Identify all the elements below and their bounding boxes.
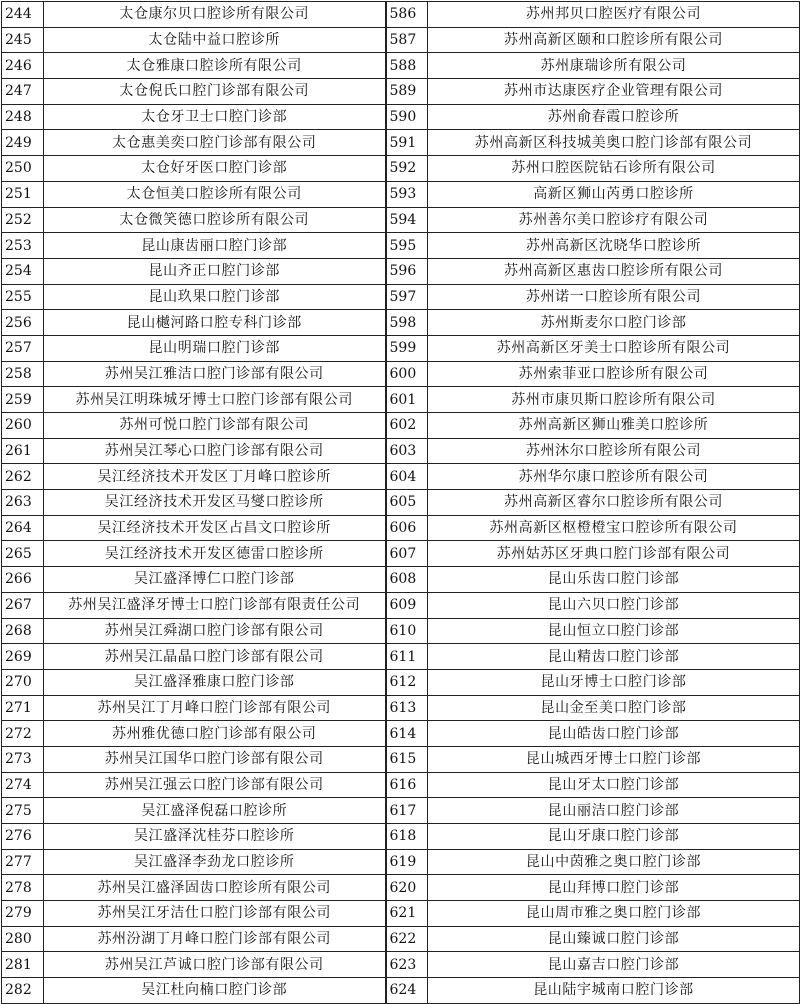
left-index-cell: 252 [2,207,44,233]
left-clinic-name-cell: 吴江经济技术开发区德雷口腔诊所 [44,541,386,567]
right-index-cell: 587 [386,27,428,53]
left-index-cell: 246 [2,53,44,79]
right-clinic-name-cell: 高新区狮山芮勇口腔诊所 [428,181,800,207]
left-clinic-name-cell: 苏州吴江强云口腔门诊部有限公司 [44,772,386,798]
left-index-cell: 245 [2,27,44,53]
right-clinic-name-cell: 苏州口腔医院钻石诊所有限公司 [428,156,800,182]
right-index-cell: 607 [386,541,428,567]
left-clinic-name-cell: 太仓好牙医口腔门诊部 [44,156,386,182]
left-clinic-name-cell: 苏州雅优德口腔门诊部有限公司 [44,721,386,747]
right-index-cell: 594 [386,207,428,233]
left-index-cell: 259 [2,387,44,413]
table-row [2,284,800,310]
table-row [2,258,800,284]
right-index-cell: 596 [386,258,428,284]
table-row [2,926,800,952]
right-clinic-name-cell: 苏州俞春霞口腔诊所 [428,104,800,130]
right-clinic-name-cell: 苏州善尔美口腔诊疗有限公司 [428,207,800,233]
table-row [2,798,800,824]
right-clinic-name-cell: 昆山周市雅之奥口腔门诊部 [428,901,800,927]
left-clinic-name-cell: 太仓惠美奕口腔门诊部有限公司 [44,130,386,156]
left-clinic-name-cell: 昆山明瑞口腔门诊部 [44,335,386,361]
left-index-cell: 279 [2,901,44,927]
left-clinic-name-cell: 吴江杜向楠口腔门诊部 [44,978,386,1004]
table-row [2,464,800,490]
right-clinic-name-cell: 昆山丽洁口腔门诊部 [428,798,800,824]
right-index-cell: 600 [386,361,428,387]
clinic-list-table [1,1,800,1004]
left-index-cell: 274 [2,772,44,798]
left-index-cell: 278 [2,875,44,901]
right-index-cell: 620 [386,875,428,901]
right-index-cell: 593 [386,181,428,207]
left-clinic-name-cell: 太仓雅康口腔诊所有限公司 [44,53,386,79]
right-clinic-name-cell: 昆山臻诚口腔门诊部 [428,926,800,952]
left-clinic-name-cell: 苏州吴江明珠城牙博士口腔门诊部有限公司 [44,387,386,413]
table-row [2,746,800,772]
right-clinic-name-cell: 苏州索菲亚口腔诊所有限公司 [428,361,800,387]
right-index-cell: 623 [386,952,428,978]
right-index-cell: 609 [386,592,428,618]
table-row [2,721,800,747]
left-clinic-name-cell: 苏州吴江晶晶口腔门诊部有限公司 [44,644,386,670]
table-row [2,618,800,644]
right-clinic-name-cell: 昆山六贝口腔门诊部 [428,592,800,618]
left-index-cell: 272 [2,721,44,747]
left-index-cell: 244 [2,2,44,28]
clinic-list-body [2,2,800,1004]
right-index-cell: 621 [386,901,428,927]
right-clinic-name-cell: 苏州高新区沈晓华口腔诊所 [428,233,800,259]
left-clinic-name-cell: 苏州吴江雅洁口腔门诊部有限公司 [44,361,386,387]
left-clinic-name-cell: 吴江盛泽倪磊口腔诊所 [44,798,386,824]
left-clinic-name-cell: 苏州可悦口腔门诊部有限公司 [44,413,386,439]
right-clinic-name-cell: 昆山牙博士口腔门诊部 [428,669,800,695]
table-row [2,233,800,259]
left-index-cell: 282 [2,978,44,1004]
left-clinic-name-cell: 吴江经济技术开发区占昌文口腔诊所 [44,515,386,541]
table-row [2,438,800,464]
table-row [2,952,800,978]
left-index-cell: 247 [2,79,44,105]
right-index-cell: 616 [386,772,428,798]
right-index-cell: 624 [386,978,428,1004]
right-clinic-name-cell: 昆山中茵雅之奥口腔门诊部 [428,849,800,875]
table-row [2,978,800,1004]
left-index-cell: 281 [2,952,44,978]
right-clinic-name-cell: 昆山城西牙博士口腔门诊部 [428,746,800,772]
left-index-cell: 251 [2,181,44,207]
right-index-cell: 597 [386,284,428,310]
right-clinic-name-cell: 苏州康瑞诊所有限公司 [428,53,800,79]
table-row [2,695,800,721]
left-index-cell: 255 [2,284,44,310]
right-index-cell: 608 [386,567,428,593]
table-row [2,130,800,156]
left-clinic-name-cell: 吴江盛泽沈桂芬口腔诊所 [44,824,386,850]
right-index-cell: 619 [386,849,428,875]
left-clinic-name-cell: 苏州吴江舜湖口腔门诊部有限公司 [44,618,386,644]
right-index-cell: 586 [386,2,428,28]
left-clinic-name-cell: 吴江经济技术开发区丁月峰口腔诊所 [44,464,386,490]
table-row [2,53,800,79]
left-clinic-name-cell: 太仓恒美口腔诊所有限公司 [44,181,386,207]
table-row [2,361,800,387]
left-index-cell: 265 [2,541,44,567]
table-row [2,541,800,567]
left-clinic-name-cell: 苏州吴江琴心口腔门诊部有限公司 [44,438,386,464]
left-clinic-name-cell: 太仓倪氏口腔门诊部有限公司 [44,79,386,105]
right-index-cell: 610 [386,618,428,644]
right-index-cell: 611 [386,644,428,670]
left-index-cell: 266 [2,567,44,593]
table-row [2,27,800,53]
left-index-cell: 264 [2,515,44,541]
right-index-cell: 590 [386,104,428,130]
left-index-cell: 269 [2,644,44,670]
right-index-cell: 617 [386,798,428,824]
left-clinic-name-cell: 昆山齐正口腔门诊部 [44,258,386,284]
table-row [2,413,800,439]
left-clinic-name-cell: 太仓康尔贝口腔诊所有限公司 [44,2,386,28]
right-clinic-name-cell: 苏州沐尔口腔诊所有限公司 [428,438,800,464]
left-index-cell: 277 [2,849,44,875]
right-clinic-name-cell: 苏州斯麦尔口腔门诊部 [428,310,800,336]
right-clinic-name-cell: 昆山牙太口腔门诊部 [428,772,800,798]
right-index-cell: 598 [386,310,428,336]
left-clinic-name-cell: 苏州吴江芦诚口腔门诊部有限公司 [44,952,386,978]
right-clinic-name-cell: 苏州高新区科技城美奥口腔门诊部有限公司 [428,130,800,156]
left-clinic-name-cell: 太仓微笑德口腔诊所有限公司 [44,207,386,233]
table-row [2,567,800,593]
right-index-cell: 595 [386,233,428,259]
left-index-cell: 273 [2,746,44,772]
left-clinic-name-cell: 吴江盛泽李劲龙口腔诊所 [44,849,386,875]
left-index-cell: 258 [2,361,44,387]
right-clinic-name-cell: 昆山嘉吉口腔门诊部 [428,952,800,978]
left-index-cell: 268 [2,618,44,644]
left-index-cell: 250 [2,156,44,182]
table-row [2,901,800,927]
table-row [2,335,800,361]
right-index-cell: 622 [386,926,428,952]
right-index-cell: 599 [386,335,428,361]
left-index-cell: 261 [2,438,44,464]
right-clinic-name-cell: 苏州高新区牙美士口腔诊所有限公司 [428,335,800,361]
right-index-cell: 591 [386,130,428,156]
table-row [2,515,800,541]
left-index-cell: 248 [2,104,44,130]
right-clinic-name-cell: 昆山拜博口腔门诊部 [428,875,800,901]
left-clinic-name-cell: 苏州吴江牙洁仕口腔门诊部有限公司 [44,901,386,927]
left-clinic-name-cell: 昆山康齿丽口腔门诊部 [44,233,386,259]
left-clinic-name-cell: 苏州吴江国华口腔门诊部有限公司 [44,746,386,772]
left-clinic-name-cell: 苏州吴江丁月峰口腔门诊部有限公司 [44,695,386,721]
right-index-cell: 589 [386,79,428,105]
left-index-cell: 276 [2,824,44,850]
left-index-cell: 260 [2,413,44,439]
right-index-cell: 601 [386,387,428,413]
right-index-cell: 614 [386,721,428,747]
right-clinic-name-cell: 苏州市达康医疗企业管理有限公司 [428,79,800,105]
right-clinic-name-cell: 苏州高新区颐和口腔诊所有限公司 [428,27,800,53]
right-clinic-name-cell: 昆山精齿口腔门诊部 [428,644,800,670]
table-row [2,104,800,130]
left-index-cell: 271 [2,695,44,721]
left-index-cell: 263 [2,490,44,516]
table-row [2,644,800,670]
right-index-cell: 604 [386,464,428,490]
left-clinic-name-cell: 吴江经济技术开发区马燮口腔诊所 [44,490,386,516]
table-row [2,2,800,28]
left-clinic-name-cell: 苏州吴江盛泽牙博士口腔门诊部有限责任公司 [44,592,386,618]
left-index-cell: 267 [2,592,44,618]
right-index-cell: 612 [386,669,428,695]
left-clinic-name-cell: 吴江盛泽博仁口腔门诊部 [44,567,386,593]
right-index-cell: 618 [386,824,428,850]
right-index-cell: 602 [386,413,428,439]
right-index-cell: 588 [386,53,428,79]
table-row [2,207,800,233]
left-index-cell: 249 [2,130,44,156]
left-index-cell: 253 [2,233,44,259]
left-index-cell: 275 [2,798,44,824]
right-clinic-name-cell: 昆山皓齿口腔门诊部 [428,721,800,747]
right-index-cell: 592 [386,156,428,182]
table-row [2,79,800,105]
right-index-cell: 603 [386,438,428,464]
left-index-cell: 257 [2,335,44,361]
left-index-cell: 254 [2,258,44,284]
right-clinic-name-cell: 苏州姑苏区牙典口腔门诊部有限公司 [428,541,800,567]
table-row [2,772,800,798]
right-clinic-name-cell: 苏州高新区狮山雅美口腔诊所 [428,413,800,439]
table-row [2,592,800,618]
table-row [2,490,800,516]
right-clinic-name-cell: 苏州市康贝斯口腔诊所有限公司 [428,387,800,413]
left-clinic-name-cell: 昆山樾河路口腔专科门诊部 [44,310,386,336]
left-index-cell: 262 [2,464,44,490]
left-index-cell: 270 [2,669,44,695]
right-index-cell: 615 [386,746,428,772]
right-clinic-name-cell: 苏州高新区睿尔口腔诊所有限公司 [428,490,800,516]
table-row [2,156,800,182]
right-clinic-name-cell: 昆山乐齿口腔门诊部 [428,567,800,593]
right-clinic-name-cell: 昆山牙康口腔门诊部 [428,824,800,850]
left-clinic-name-cell: 吴江盛泽雅康口腔门诊部 [44,669,386,695]
table-row [2,310,800,336]
left-clinic-name-cell: 昆山玖果口腔门诊部 [44,284,386,310]
right-index-cell: 605 [386,490,428,516]
right-clinic-name-cell: 昆山恒立口腔门诊部 [428,618,800,644]
left-clinic-name-cell: 苏州吴江盛泽固齿口腔诊所有限公司 [44,875,386,901]
left-clinic-name-cell: 太仓牙卫士口腔门诊部 [44,104,386,130]
right-clinic-name-cell: 昆山陆宇城南口腔门诊部 [428,978,800,1004]
right-clinic-name-cell: 苏州华尔康口腔诊所有限公司 [428,464,800,490]
table-row [2,387,800,413]
right-index-cell: 606 [386,515,428,541]
left-clinic-name-cell: 苏州汾湖丁月峰口腔门诊部有限公司 [44,926,386,952]
table-row [2,181,800,207]
right-index-cell: 613 [386,695,428,721]
table-row [2,669,800,695]
right-clinic-name-cell: 苏州诺一口腔诊所有限公司 [428,284,800,310]
table-row [2,849,800,875]
table-row [2,824,800,850]
table-row [2,875,800,901]
left-index-cell: 256 [2,310,44,336]
left-clinic-name-cell: 太仓陆中益口腔诊所 [44,27,386,53]
right-clinic-name-cell: 苏州高新区惠齿口腔诊所有限公司 [428,258,800,284]
right-clinic-name-cell: 苏州邦贝口腔医疗有限公司 [428,2,800,28]
right-clinic-name-cell: 苏州高新区枢橙橙宝口腔诊所有限公司 [428,515,800,541]
left-index-cell: 280 [2,926,44,952]
right-clinic-name-cell: 昆山金至美口腔门诊部 [428,695,800,721]
